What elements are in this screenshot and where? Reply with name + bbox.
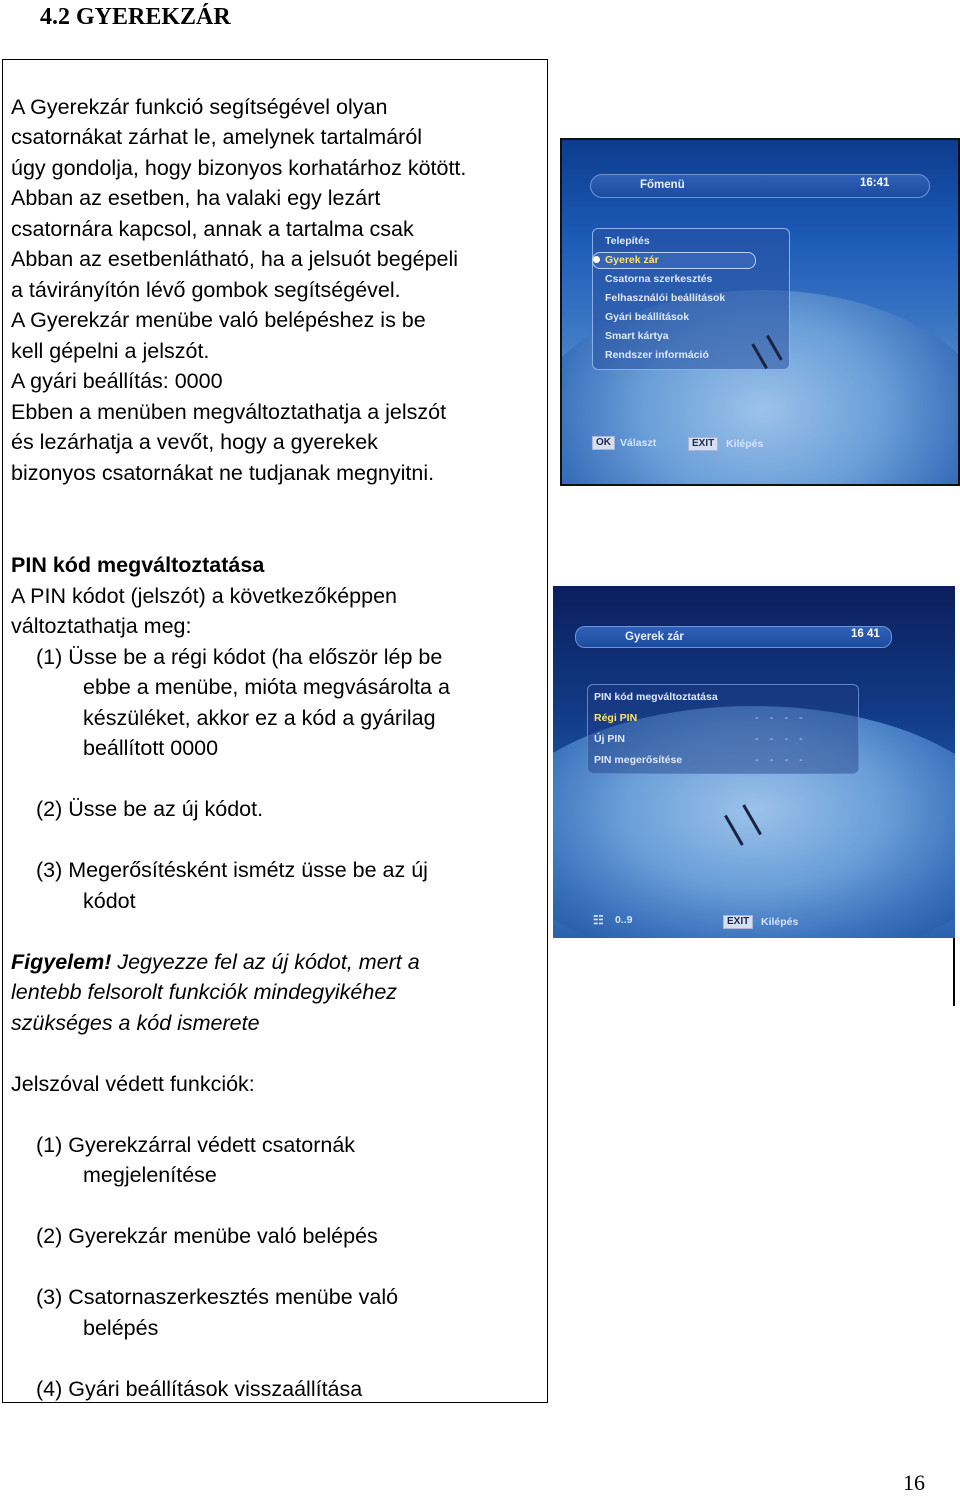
warning-line: lentebb felsorolt funkciók mindegyikéhez: [11, 980, 398, 1004]
child-lock-screenshot: [553, 586, 955, 1006]
protected-item: (3) Csatornaszerkesztés menübe való: [36, 1285, 399, 1309]
menu-item[interactable]: Felhasználói beállítások: [605, 292, 726, 304]
warning-label: Figyelem!: [11, 950, 112, 974]
exit-key[interactable]: EXIT: [688, 437, 718, 451]
exit-hint: Kilépés: [761, 916, 799, 928]
menu-item[interactable]: PIN megerősítése: [594, 754, 683, 766]
menu-item[interactable]: Rendszer információ: [605, 349, 709, 361]
page-number: 16: [903, 1470, 925, 1495]
menu-item-selected[interactable]: Gyerek zár: [605, 254, 659, 266]
menu-item[interactable]: PIN kód megváltoztatása: [594, 691, 718, 703]
warning-text: Jegyezze fel az új kódot, mert a: [111, 950, 420, 974]
pin-step-1: ebbe a menübe, mióta megvásárolta a: [83, 675, 450, 699]
intro-line: Abban az esetbenlátható, ha a jelsuót begépeli: [11, 247, 459, 271]
intro-line: A Gyerekzár menübe való belépéshez is be: [11, 308, 426, 332]
screen-title: Gyerek zár: [625, 631, 684, 643]
exit-hint: Kilépés: [726, 438, 764, 450]
confirm-pin-field[interactable]: - - - -: [755, 754, 807, 766]
intro-line: a távirányítón lévő gombok segítségével.: [11, 278, 401, 302]
exit-key[interactable]: EXIT: [723, 915, 753, 929]
intro-line: úgy gondolja, hogy bizonyos korhatárhoz kötött.: [11, 156, 467, 180]
warning-line: [11, 947, 420, 978]
intro-line: A gyári beállítás: 0000: [11, 369, 223, 393]
menu-item[interactable]: Telepítés: [605, 235, 650, 247]
selection-dot-icon: [593, 256, 600, 263]
screen-title: Főmenü: [640, 179, 685, 191]
intro-line: csatornákat zárhat le, amelynek tartalmáról: [11, 125, 423, 149]
ok-key[interactable]: OK: [592, 436, 615, 450]
ok-hint: Választ: [620, 437, 657, 449]
protected-item: (4) Gyári beállítások visszaállítása: [36, 1377, 363, 1401]
intro-line: Abban az esetben, ha valaki egy lezárt: [11, 186, 381, 210]
intro-line: és lezárhatja a vevőt, hogy a gyerekek: [11, 430, 378, 454]
protected-item: (1) Gyerekzárral védett csatornák: [36, 1133, 356, 1157]
intro-line: A Gyerekzár funkció segítségével olyan: [11, 95, 388, 119]
protected-item: (2) Gyerekzár menübe való belépés: [36, 1224, 378, 1248]
menu-item[interactable]: Új PIN: [594, 733, 625, 745]
pin-step-2: (2) Üsse be az új kódot.: [36, 797, 264, 821]
pin-step-1: készüléket, akkor ez a kód a gyárilag: [83, 706, 436, 730]
title-bar: [575, 626, 892, 648]
main-menu-screenshot: [560, 138, 960, 486]
old-pin-field[interactable]: - - - -: [755, 712, 807, 724]
clock: 16 41: [851, 628, 880, 640]
pin-step-3: (3) Megerősítésként ismétz üsse be az új: [36, 858, 428, 882]
clock: 16:41: [860, 177, 890, 189]
intro-line: csatornára kapcsol, annak a tartalma csak: [11, 217, 414, 241]
protected-item: megjelenítése: [83, 1163, 217, 1187]
pin-step-1: (1) Üsse be a régi kódot (ha először lép be: [36, 645, 443, 669]
pin-step-1: beállított 0000: [83, 736, 219, 760]
protected-item: belépés: [83, 1316, 159, 1340]
warning-line: szükséges a kód ismerete: [11, 1011, 260, 1035]
pin-intro: változtathatja meg:: [11, 614, 192, 638]
keypad-icon: ☷: [593, 913, 604, 927]
menu-item-selected[interactable]: Régi PIN: [594, 712, 638, 724]
pin-heading: PIN kód megváltoztatása: [11, 553, 265, 577]
new-pin-field[interactable]: - - - -: [755, 733, 807, 745]
intro-line: kell gépelni a jelszót.: [11, 339, 210, 363]
photo-margin: [553, 938, 955, 1006]
pin-step-3: kódot: [83, 889, 136, 913]
intro-line: bizonyos csatornákat ne tudjanak megnyitni.: [11, 461, 435, 485]
digits-hint: 0..9: [615, 914, 633, 926]
protected-heading: Jelszóval védett funkciók:: [11, 1072, 255, 1096]
photo-edge: [953, 938, 955, 1006]
menu-item[interactable]: Gyári beállítások: [605, 311, 690, 323]
intro-line: Ebben a menüben megváltoztathatja a jelszót: [11, 400, 447, 424]
pin-intro: A PIN kódot (jelszót) a következőképpen: [11, 584, 398, 608]
menu-item[interactable]: Csatorna szerkesztés: [605, 273, 713, 285]
section-title: 4.2 GYEREKZÁR: [40, 4, 231, 30]
menu-item[interactable]: Smart kártya: [605, 330, 669, 342]
